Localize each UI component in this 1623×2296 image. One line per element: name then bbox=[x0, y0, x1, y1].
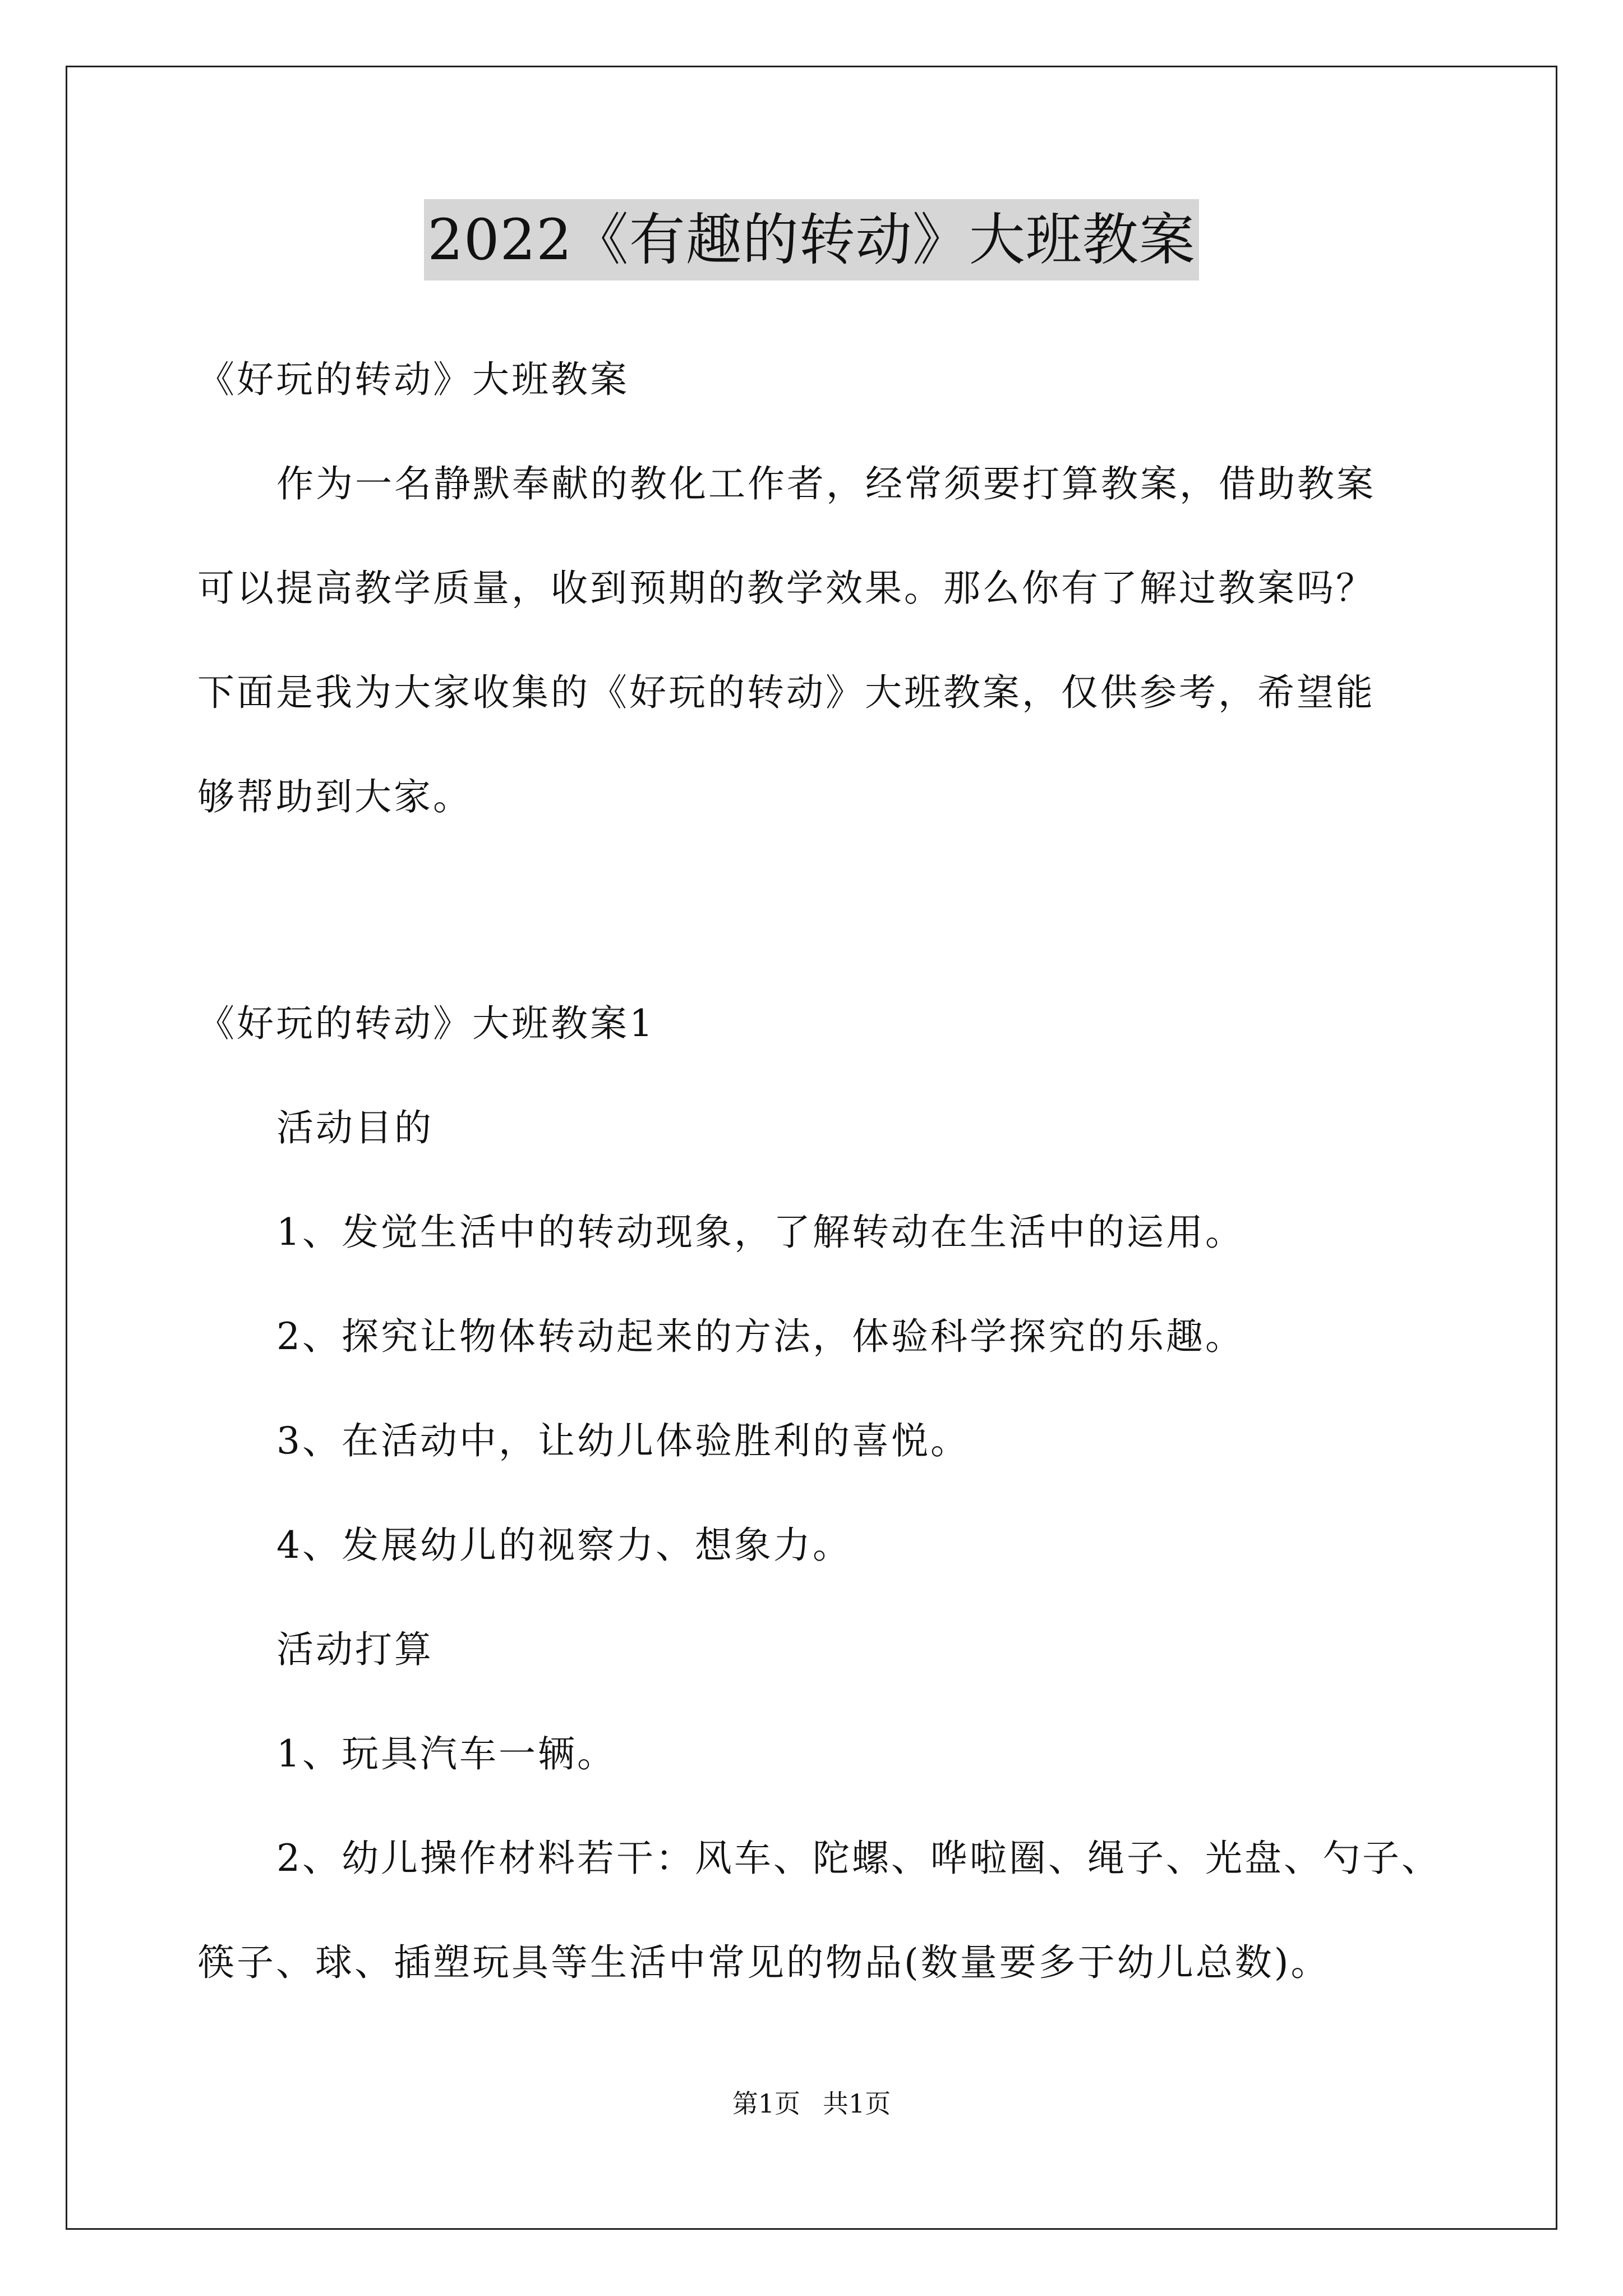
goals-heading: 活动目的 bbox=[276, 1106, 434, 1149]
page-total: 共1页 bbox=[823, 2088, 891, 2119]
intro-line-2: 可以提高教学质量，收到预期的教学效果。那么你有了解过教案吗？ bbox=[197, 567, 1375, 610]
subtitle: 《好玩的转动》大班教案 bbox=[197, 358, 629, 401]
page-number: 第1页 bbox=[732, 2088, 800, 2119]
intro-line-3: 下面是我为大家收集的《好玩的转动》大班教案，仅供参考，希望能 bbox=[197, 671, 1375, 714]
prep-heading: 活动打算 bbox=[276, 1628, 434, 1671]
title-wrap bbox=[0, 199, 1623, 280]
document-title: 2022《有趣的转动》大班教案 bbox=[424, 199, 1199, 280]
prep-item: 2、幼儿操作材料若干：风车、陀螺、哗啦圈、绳子、光盘、勺子、 bbox=[276, 1837, 1441, 1880]
goal-item: 4、发展幼儿的视察力、想象力。 bbox=[276, 1524, 852, 1567]
intro-line-1: 作为一名静默奉献的教化工作者，经常须要打算教案，借助教案 bbox=[276, 462, 1376, 505]
intro-line-4: 够帮助到大家。 bbox=[197, 775, 472, 818]
page-footer bbox=[0, 2087, 1623, 2120]
prep-item: 1、玩具汽车一辆。 bbox=[276, 1732, 616, 1775]
goal-item: 3、在活动中，让幼儿体验胜利的喜悦。 bbox=[276, 1419, 970, 1462]
goal-item: 2、探究让物体转动起来的方法，体验科学探究的乐趣。 bbox=[276, 1315, 1244, 1358]
section-heading: 《好玩的转动》大班教案1 bbox=[197, 1002, 655, 1045]
prep-item-continued: 筷子、球、插塑玩具等生活中常见的物品(数量要多于幼儿总数)。 bbox=[197, 1941, 1330, 1984]
goal-item: 1、发觉生活中的转动现象，了解转动在生活中的运用。 bbox=[276, 1211, 1244, 1254]
